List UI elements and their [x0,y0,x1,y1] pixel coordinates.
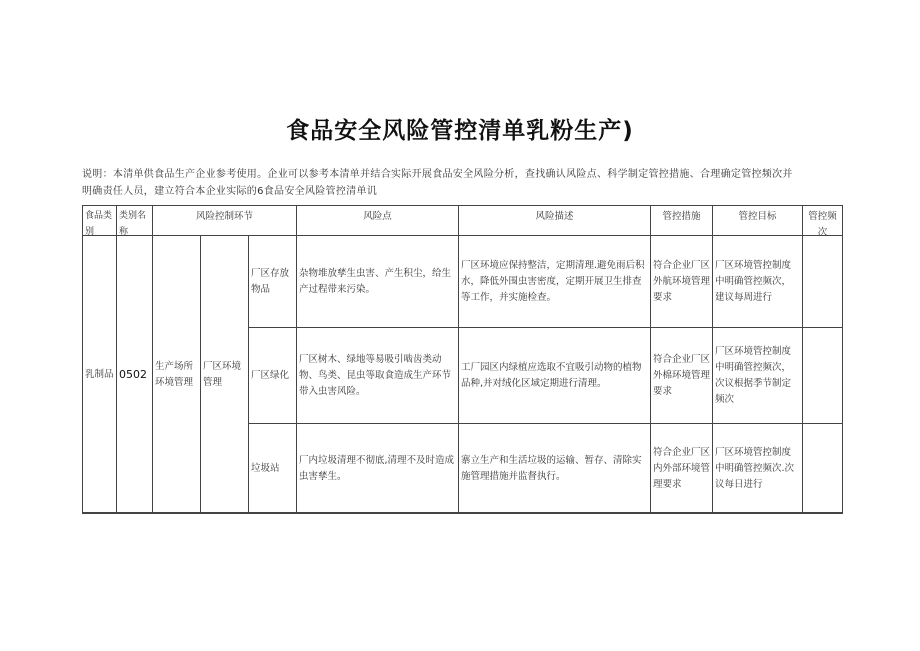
control-frequency-cell: 厂区环境管控制度中明确管控频次，次议根据季节制定频次 [713,328,803,424]
control-measures-cell: 工厂园区内绿植应选取不宜吸引动物的植物品种,并对绒化区域定期进行清理。 [459,328,651,424]
control-measures-cell: 寨立生产和生活垃圾的运输、暂存、清除实施管理措施并监督执行。 [459,424,651,514]
category-code-cell: 0502 [117,236,153,514]
control-link-level2-cell: 厂区环境管理 [201,236,249,514]
control-frequency-cell: 厂区环境管控制度中明确管控频次.次议每日进行 [713,424,803,514]
control-target-cell: 符合企业厂区外航环境管理要求 [651,236,713,328]
risk-control-table-body [82,235,843,514]
header-control-frequency: 管控频次 [803,206,843,513]
page-title: 食品安全风险管控清单乳粉生产) [286,118,634,144]
responsible-cell [803,236,843,328]
risk-description-cell: 厂内垃圾清理不彻底,清理不及时造成虫害孳生。 [297,424,459,514]
risk-point-cell: 垃圾站 [249,424,297,514]
risk-point-cell: 厂区存放物品 [249,236,297,328]
header-risk-description: 风险描述 [459,206,651,513]
risk-description-cell: 杂物堆放孳生虫害、产生积尘，给生产过程带来污染。 [297,236,459,328]
header-food-category: 食品类别 [83,206,117,513]
control-frequency-cell: 厂区环境管控制度中明确管控频次，建议每周进行 [713,236,803,328]
risk-point-cell: 厂区绿化 [249,328,297,424]
control-link-level1-cell: 生产场所环境管理 [153,236,201,514]
note-line-2: 明确责任人员，建立符合本企业实际的6食品安全风险管控清单讥 [82,186,378,197]
responsible-cell [803,328,843,424]
control-target-cell: 符合企业厂区内外部环境管理要求 [651,424,713,514]
header-control-target: 管控目标 [713,206,803,513]
header-control-link: 风险控制环节 [153,206,297,513]
header-category-name: 类别名称 [117,206,153,513]
responsible-cell [803,424,843,514]
header-risk-point: 风险点 [297,206,459,513]
table-row [83,236,843,328]
risk-description-cell: 厂区树木、绿地等易吸引啮齿类动物、鸟类、昆虫等取食造成生产环节带入虫害风险。 [297,328,459,424]
control-measures-cell: 厂区环境应保持整洁，定期清理.避免雨后积水，降低外围虫害密度，定期开展卫生排查等工作，并实施检查。 [459,236,651,328]
description-note [82,166,842,200]
header-control-measures: 管控措施 [651,206,713,513]
note-line-1: 说明：本清单供食品生产企业参考使用。企业可以参考本清单并结合实际开展食品安全风险分析，查找确认风险点、科学制定管控措施、合理确定管控频次并 [82,169,793,180]
control-target-cell: 符合企业厂区外棉环境管理要求 [651,328,713,424]
food-category-cell: 乳制品 [83,236,117,514]
